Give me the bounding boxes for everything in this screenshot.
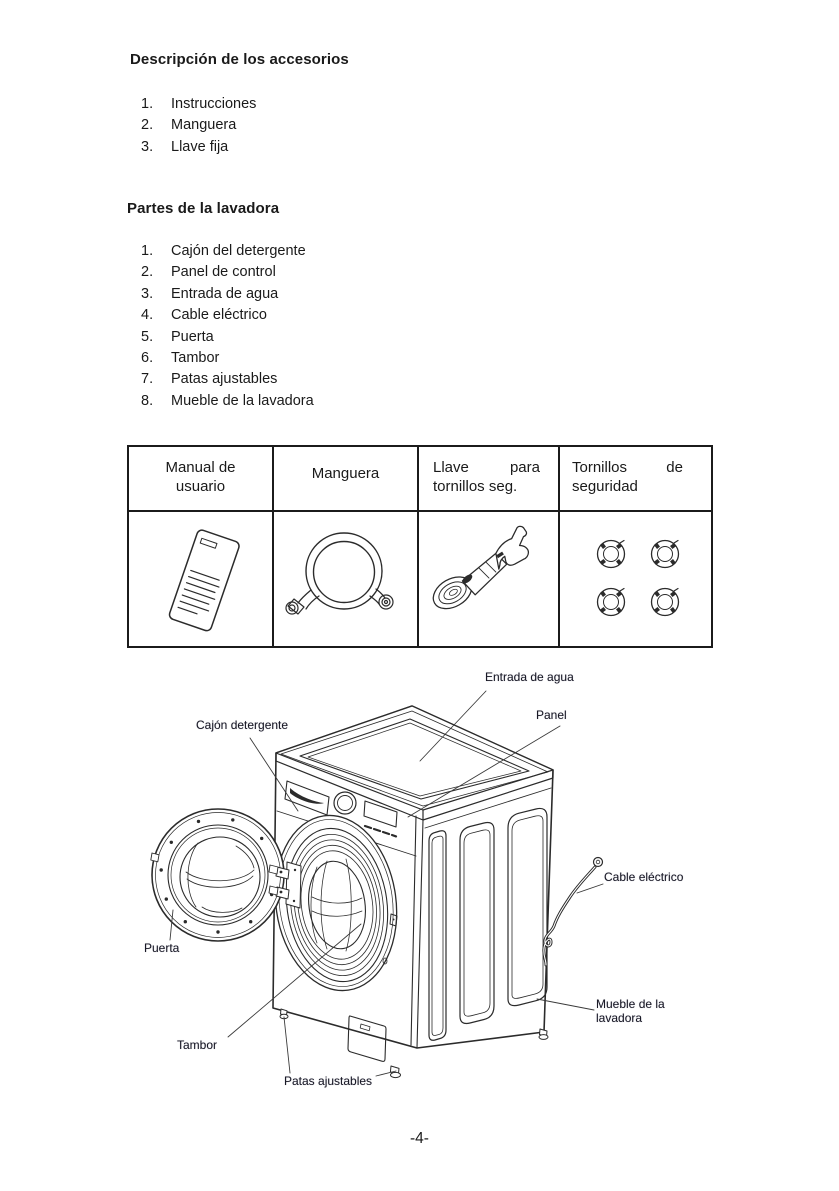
list-item-number: 2. — [141, 117, 154, 134]
list-item — [141, 369, 314, 390]
diagram-label-entrada-de-agua: Entrada de agua — [485, 670, 574, 684]
diagram-label-cable-electrico: Cable eléctrico — [604, 870, 684, 884]
diagram-label-panel: Panel — [536, 708, 567, 722]
accessories-list — [141, 94, 256, 158]
list-item-number: 8. — [141, 392, 154, 409]
list-item-number: 2. — [141, 264, 154, 281]
list-item — [141, 348, 314, 369]
list-item-number: 3. — [141, 285, 154, 302]
diagram-label-mueble-line1: Mueble de la — [596, 997, 665, 1011]
list-item-label: Puerta — [171, 328, 214, 345]
hose-illustration — [278, 515, 414, 643]
list-item — [141, 115, 256, 136]
parts-list — [141, 241, 314, 412]
list-item — [141, 137, 256, 158]
list-item-label: Entrada de agua — [171, 285, 279, 302]
list-item-number: 6. — [141, 350, 154, 367]
accessories-table — [127, 445, 713, 648]
list-item-label: Patas ajustables — [171, 371, 278, 388]
list-item-number: 7. — [141, 371, 154, 388]
list-item — [141, 94, 256, 115]
page-number: -4- — [410, 1130, 429, 1147]
diagram-label-puerta: Puerta — [144, 941, 180, 955]
table-header-llave: Llave para tornillos seg. — [419, 447, 560, 512]
table-cell-tornillos — [560, 512, 711, 646]
list-item-label: Manguera — [171, 117, 237, 134]
washing-machine-diagram — [140, 660, 720, 1100]
table-cell-llave — [419, 512, 560, 646]
wrench-illustration — [419, 515, 558, 643]
parts-heading: Partes de la lavadora — [127, 200, 280, 217]
list-item-number: 1. — [141, 243, 154, 259]
list-item-number: 5. — [141, 328, 154, 345]
list-item-number: 4. — [141, 307, 154, 324]
diagram-label-mueble-de-la-lavadora — [596, 998, 665, 1025]
diagram-label-tambor: Tambor — [177, 1038, 218, 1052]
accessories-heading: Descripción de los accesorios — [130, 51, 349, 68]
table-header-manual: Manual de usuario — [129, 447, 274, 512]
list-item-number: 3. — [141, 138, 154, 155]
table-header-manguera: Manguera — [274, 447, 419, 512]
list-item — [141, 284, 314, 305]
power-cord — [544, 858, 603, 966]
list-item — [141, 327, 314, 348]
list-item-label: Mueble de la lavadora — [171, 392, 314, 409]
security-bolts-illustration — [561, 514, 711, 644]
table-cell-manual — [129, 512, 274, 646]
table-cell-manguera — [274, 512, 419, 646]
list-item-label: Llave fija — [171, 138, 229, 155]
diagram-label-mueble-line2: lavadora — [596, 1010, 643, 1025]
list-item-label: Cajón del detergente — [171, 243, 306, 259]
diagram-label-patas-ajustables: Patas ajustables — [284, 1074, 373, 1088]
list-item — [141, 391, 314, 412]
list-item-label: Tambor — [171, 350, 220, 367]
table-header-tornillos: Tornillos de seguridad — [560, 447, 711, 512]
list-item-number: 1. — [141, 96, 154, 112]
user-manual-illustration — [141, 515, 261, 643]
list-item — [141, 262, 314, 283]
list-item-label: Cable eléctrico — [171, 307, 267, 324]
list-item-label: Panel de control — [171, 264, 276, 281]
list-item — [141, 241, 314, 262]
diagram-label-cajon-detergente: Cajón detergente — [196, 718, 289, 732]
list-item — [141, 305, 314, 326]
list-item-label: Instrucciones — [171, 96, 257, 112]
